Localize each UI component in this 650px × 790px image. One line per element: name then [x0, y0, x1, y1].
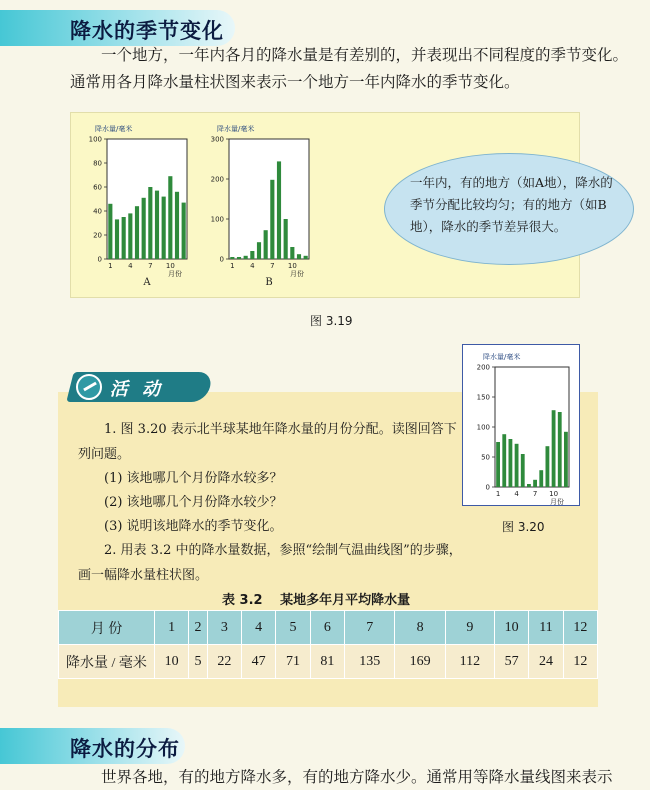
chart-b-name: B	[265, 277, 273, 288]
chart-a-xlabel: 月份	[168, 270, 182, 278]
figure-319-panel	[70, 112, 613, 298]
chart-b-ytick-label: 200	[210, 175, 224, 184]
chart-a-bar	[128, 213, 132, 259]
chart-a-bar	[142, 198, 146, 259]
figure-320-caption: 图 3.20	[502, 520, 545, 534]
chart-b-xtick-label: 10	[287, 262, 297, 270]
table-cell-value: 12	[563, 645, 597, 679]
table-cell-month: 1	[155, 611, 189, 645]
table-cell-value: 169	[395, 645, 445, 679]
chart-320-ytick-label: 0	[485, 483, 490, 492]
info-bubble	[384, 153, 634, 265]
chart-320-bar	[552, 410, 556, 487]
chart-320-bar	[539, 470, 543, 487]
chart-a-bar	[175, 192, 179, 259]
chart-b-bar	[297, 254, 301, 259]
chart-b-bar	[244, 256, 248, 259]
section-title-distribution-text: 降水的分布	[70, 737, 180, 761]
chart-320-xtick-label: 1	[495, 490, 501, 498]
table-cell-month: 12	[563, 611, 597, 645]
chart-320-bar	[527, 484, 531, 487]
chart-320-bar	[496, 442, 500, 487]
table-cell-value: 24	[529, 645, 563, 679]
chart-a-xtick-label: 7	[148, 262, 153, 270]
table-cell-month: 6	[310, 611, 344, 645]
chart-a-bar	[155, 191, 159, 259]
chart-b-ytick-label: 300	[210, 135, 224, 144]
chart-320-ytick-label: 200	[476, 363, 490, 372]
chart-a-xtick-label: 1	[108, 262, 113, 270]
activity-question-2: 2. 用表 3.2 中的降水量数据，参照“绘制气温曲线图”的步骤，画一幅降水量柱状图。	[78, 543, 462, 583]
chart-b-xlabel: 月份	[290, 270, 304, 278]
table-cell-value: 47	[242, 645, 276, 679]
chart-a-xtick-label: 4	[128, 262, 133, 270]
chart-a-bar	[135, 206, 139, 259]
chart-a-xtick-label: 10	[165, 262, 175, 270]
chart-a-ytick-label: 40	[93, 207, 102, 216]
table-cell-month: 11	[529, 611, 563, 645]
chart-b-ytick-label: 100	[210, 215, 224, 224]
table-cell-month: 2	[189, 611, 207, 645]
chart-320-bar	[533, 480, 537, 487]
chart-b-bar	[304, 256, 308, 259]
chart-a-ytick-label: 0	[97, 255, 102, 264]
chart-b-bar	[277, 161, 281, 259]
chart-a-bar	[122, 217, 126, 259]
chart-b-bar	[284, 219, 288, 259]
chart-b-bar	[257, 242, 261, 259]
table-title: 表 3.2 某地多年月平均降水量	[222, 593, 411, 608]
table-cell-month: 8	[395, 611, 445, 645]
chart-a-ytick-label: 80	[93, 159, 102, 168]
activity-tag-label: 活 动	[109, 379, 165, 400]
chart-320-bar	[564, 432, 568, 487]
distribution-paragraph: 世界各地，有的地方降水多，有的地方降水少。通常用等降水量线图来表示	[101, 768, 613, 786]
chart-320-ytick-label: 150	[476, 393, 490, 402]
chart-320-bar	[502, 434, 506, 487]
table-cell-value: 71	[276, 645, 310, 679]
chart-320-bar	[546, 446, 550, 487]
table-row-values	[59, 645, 598, 679]
chart-a-bar	[182, 203, 186, 259]
chart-320-ytick-label: 50	[481, 453, 490, 462]
table-cell-month: 7	[345, 611, 395, 645]
table-row-months	[59, 611, 598, 645]
chart-a-ytick-label: 100	[88, 135, 102, 144]
figure-319-caption: 图 3.19	[310, 314, 353, 328]
table-cell-value: 57	[494, 645, 528, 679]
table-cell-month: 9	[445, 611, 494, 645]
table-header-month: 月 份	[59, 611, 155, 645]
info-bubble-text: 一年内，有的地方（如A地），降水的季节分配比较均匀；有的地方（如B地），降水的季节差异很大。	[410, 175, 613, 234]
table-cell-month: 4	[242, 611, 276, 645]
table-header-rainfall: 降水量 / 毫米	[59, 645, 155, 679]
section-title-seasonal	[0, 10, 235, 46]
chart-b-xtick-label: 4	[250, 262, 255, 270]
chart-320-xtick-label: 10	[549, 490, 559, 498]
table-cell-value: 81	[310, 645, 344, 679]
table-cell-value: 135	[345, 645, 395, 679]
chart-b-xtick-label: 7	[270, 262, 275, 270]
figure-319-charts	[71, 113, 371, 299]
chart-a-bar	[168, 176, 172, 259]
chart-b-bar	[290, 247, 294, 259]
table-cell-value: 22	[207, 645, 241, 679]
section-title-distribution	[0, 728, 185, 764]
chart-b-bar	[230, 257, 234, 259]
rainfall-table	[58, 610, 598, 679]
chart-b-bar	[250, 251, 254, 259]
activity-question-1a: (1) 该地哪几个月份降水较多？	[104, 471, 283, 486]
chart-a-bar	[162, 197, 166, 259]
table-cell-month: 10	[494, 611, 528, 645]
table-cell-value: 10	[155, 645, 189, 679]
seasonal-paragraph: 一个地方，一年内各月的降水量是有差别的，并表现出不同程度的季节变化。通常用各月降水量柱状图来表示一个地方一年内降水的季节变化。	[70, 46, 629, 91]
chart-320-xtick-label: 7	[532, 490, 538, 498]
chart-a-bar	[108, 204, 112, 259]
table-cell-value: 5	[189, 645, 207, 679]
figure-320-chart	[463, 345, 581, 507]
chart-320-ylabel: 降水量/毫米	[483, 353, 521, 361]
chart-b-xtick-label: 1	[230, 262, 235, 270]
chart-a-ylabel: 降水量/毫米	[95, 125, 133, 133]
section-title-seasonal-text: 降水的季节变化	[70, 19, 224, 43]
chart-b-bar	[264, 230, 268, 259]
chart-320-bar	[521, 454, 525, 487]
chart-a-bar	[115, 219, 119, 259]
chart-b-bar	[270, 180, 274, 259]
chart-a-name: A	[143, 277, 151, 288]
chart-320-xtick-label: 4	[514, 490, 519, 498]
chart-320-bar	[558, 412, 562, 487]
activity-question-1: 1. 图 3.20 表示北半球某地年降水量的月份分配。读图回答下列问题。	[78, 422, 457, 462]
table-cell-month: 3	[207, 611, 241, 645]
chart-a-bar	[148, 187, 152, 259]
chart-a-ytick-label: 60	[93, 183, 102, 192]
chart-b-bar	[237, 257, 241, 259]
chart-b-plot-area	[229, 139, 309, 259]
chart-320-xlabel: 月份	[550, 498, 564, 506]
activity-question-1b: (2) 该地哪几个月份降水较少？	[104, 495, 283, 510]
table-cell-month: 5	[276, 611, 310, 645]
activity-question-1c: (3) 说明该地降水的季节变化。	[104, 519, 283, 534]
chart-320-bar	[515, 444, 519, 487]
activity-pen-icon	[76, 374, 102, 400]
table-cell-value: 112	[445, 645, 494, 679]
figure-320-box	[462, 344, 580, 506]
chart-a-ytick-label: 20	[93, 231, 102, 240]
chart-b-ylabel: 降水量/毫米	[217, 125, 255, 133]
chart-320-ytick-label: 100	[476, 423, 490, 432]
chart-b-ytick-label: 0	[219, 255, 224, 264]
chart-320-bar	[509, 439, 513, 487]
